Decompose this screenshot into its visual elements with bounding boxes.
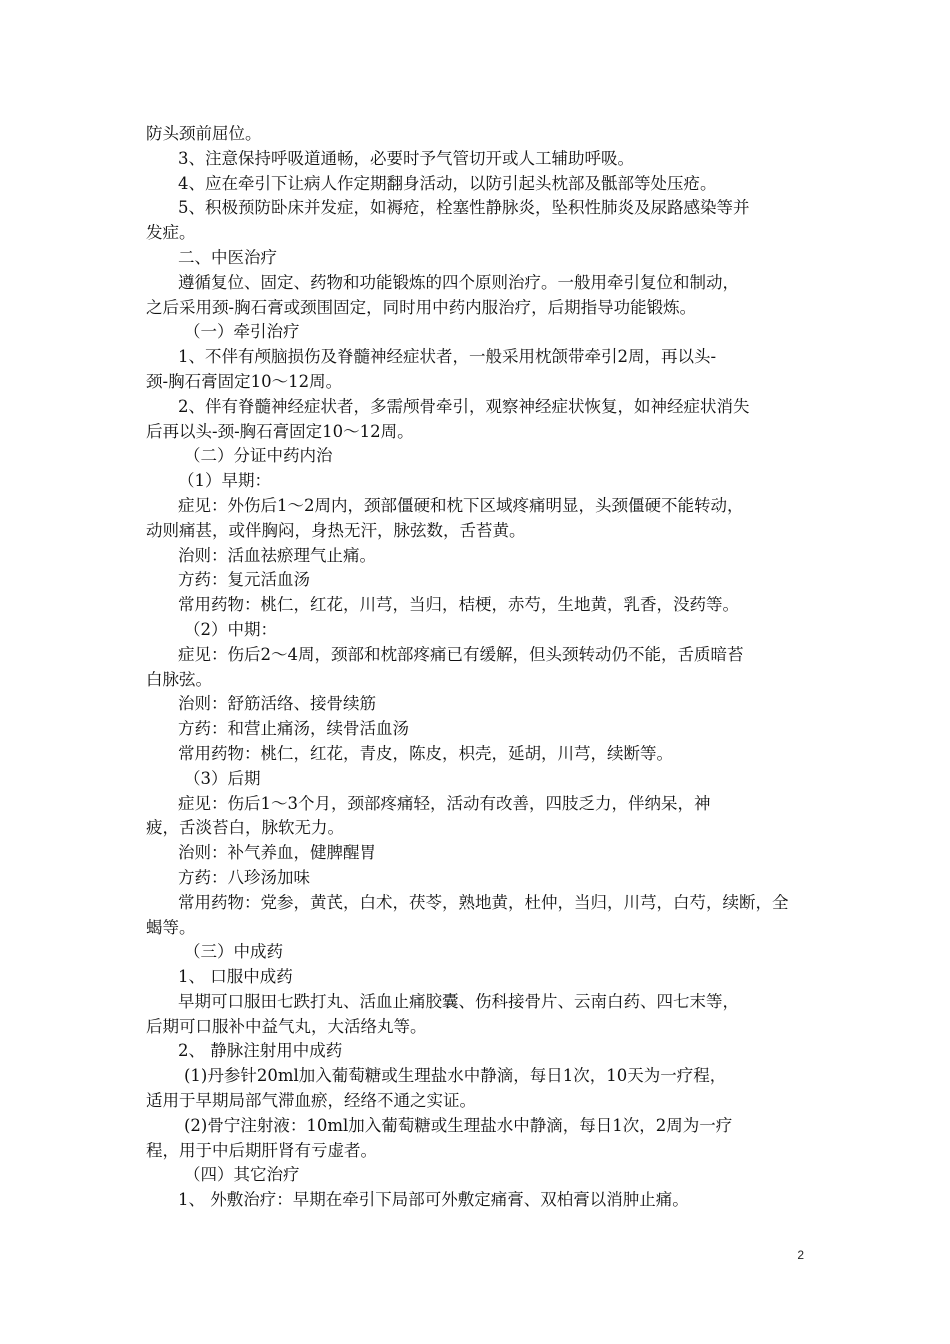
text-line: 3、注意保持呼吸道通畅，必要时予气管切开或人工辅助呼吸。 [178, 148, 634, 168]
text-line: 常用药物：桃仁，红花，青皮，陈皮，枳壳，延胡，川芎，续断等。 [178, 743, 673, 763]
text-line: 症见：外伤后1～2周内，颈部僵硬和枕下区域疼痛明显，头颈僵硬不能转动， [178, 495, 744, 515]
text-line: （2）中期： [184, 619, 277, 639]
text-line: 白脉弦。 [146, 669, 212, 689]
text-line: 适用于早期局部气滞血瘀，经络不通之实证。 [146, 1091, 476, 1111]
text-line: 常用药物：党参，黄芪，白术，茯苓，熟地黄，杜仲，当归，川芎，白芍，续断，全 [178, 892, 789, 912]
document-body [146, 122, 810, 1213]
text-line: 遵循复位、固定、药物和功能锻炼的四个原则治疗。一般用牵引复位和制动， [178, 272, 739, 292]
text-line: 动则痛甚，或伴胸闷，身热无汗，脉弦数，舌苔黄。 [146, 520, 526, 540]
text-line: 方药：复元活血汤 [178, 570, 310, 590]
text-line: （四）其它治疗 [184, 1165, 300, 1185]
text-line: 发症。 [146, 223, 196, 243]
text-line: (2)骨宁注射液：10ml加入葡萄糖或生理盐水中静滴，每日1次，2周为一疗 [184, 1115, 733, 1135]
text-line: 疲，舌淡苔白，脉软无力。 [146, 818, 344, 838]
text-line: 症见：伤后1～3个月，颈部疼痛轻，活动有改善，四肢乏力，伴纳呆，神 [178, 793, 711, 813]
text-line: 颈-胸石膏固定10～12周。 [146, 371, 343, 391]
text-line: 治则：舒筋活络、接骨续筋 [178, 694, 376, 714]
text-line: （3）后期 [184, 768, 261, 788]
text-line: (1)丹参针20ml加入葡萄糖或生理盐水中静滴，每日1次，10天为一疗程， [184, 1066, 727, 1086]
text-line: （1）早期： [178, 471, 271, 491]
text-line: 方药：和营止痛汤，续骨活血汤 [178, 719, 409, 739]
text-line: 方药：八珍汤加味 [178, 867, 310, 887]
text-line: 1、 口服中成药 [178, 967, 293, 987]
text-line: 常用药物：桃仁，红花，川芎，当归，桔梗，赤芍，生地黄，乳香，没药等。 [178, 595, 739, 615]
text-line: 4、应在牵引下让病人作定期翻身活动，以防引起头枕部及骶部等处压疮。 [178, 173, 717, 193]
text-line: 2、 静脉注射用中成药 [178, 1041, 343, 1061]
text-line: 后期可口服补中益气丸，大活络丸等。 [146, 1016, 427, 1036]
text-line: 后再以头-颈-胸石膏固定10～12周。 [146, 421, 414, 441]
text-line: 治则：活血祛瘀理气止痛。 [178, 545, 376, 565]
text-line: 治则：补气养血，健脾醒胃 [178, 843, 376, 863]
text-line: 2、伴有脊髓神经症状者，多需颅骨牵引，观察神经症状恢复，如神经症状消失 [178, 396, 750, 416]
text-line: 5、积极预防卧床并发症，如褥疮，栓塞性静脉炎，坠积性肺炎及尿路感染等并 [178, 198, 750, 218]
text-line: 1、 外敷治疗：早期在牵引下局部可外敷定痛膏、双柏膏以消肿止痛。 [178, 1190, 689, 1210]
text-line: 1、不伴有颅脑损伤及脊髓神经症状者，一般采用枕颌带牵引2周，再以头- [178, 347, 717, 367]
text-line: 防头颈前屈位。 [146, 124, 262, 143]
text-line: 二、中医治疗 [178, 247, 277, 267]
text-line: （二）分证中药内治 [184, 446, 333, 466]
text-line: 程，用于中后期肝肾有亏虚者。 [146, 1140, 377, 1160]
text-line: 症见：伤后2～4周，颈部和枕部疼痛已有缓解，但头颈转动仍不能，舌质暗苔 [178, 644, 744, 664]
text-line: （一）牵引治疗 [184, 322, 300, 342]
text-line: 蝎等。 [146, 917, 196, 937]
text-line: 之后采用颈-胸石膏或颈围固定，同时用中药内服治疗，后期指导功能锻炼。 [146, 297, 697, 317]
text-line: （三）中成药 [184, 942, 283, 962]
page-number: 2 [797, 1248, 804, 1262]
text-line: 早期可口服田七跌打丸、活血止痛胶囊、伤科接骨片、云南白药、四七末等， [178, 991, 739, 1011]
